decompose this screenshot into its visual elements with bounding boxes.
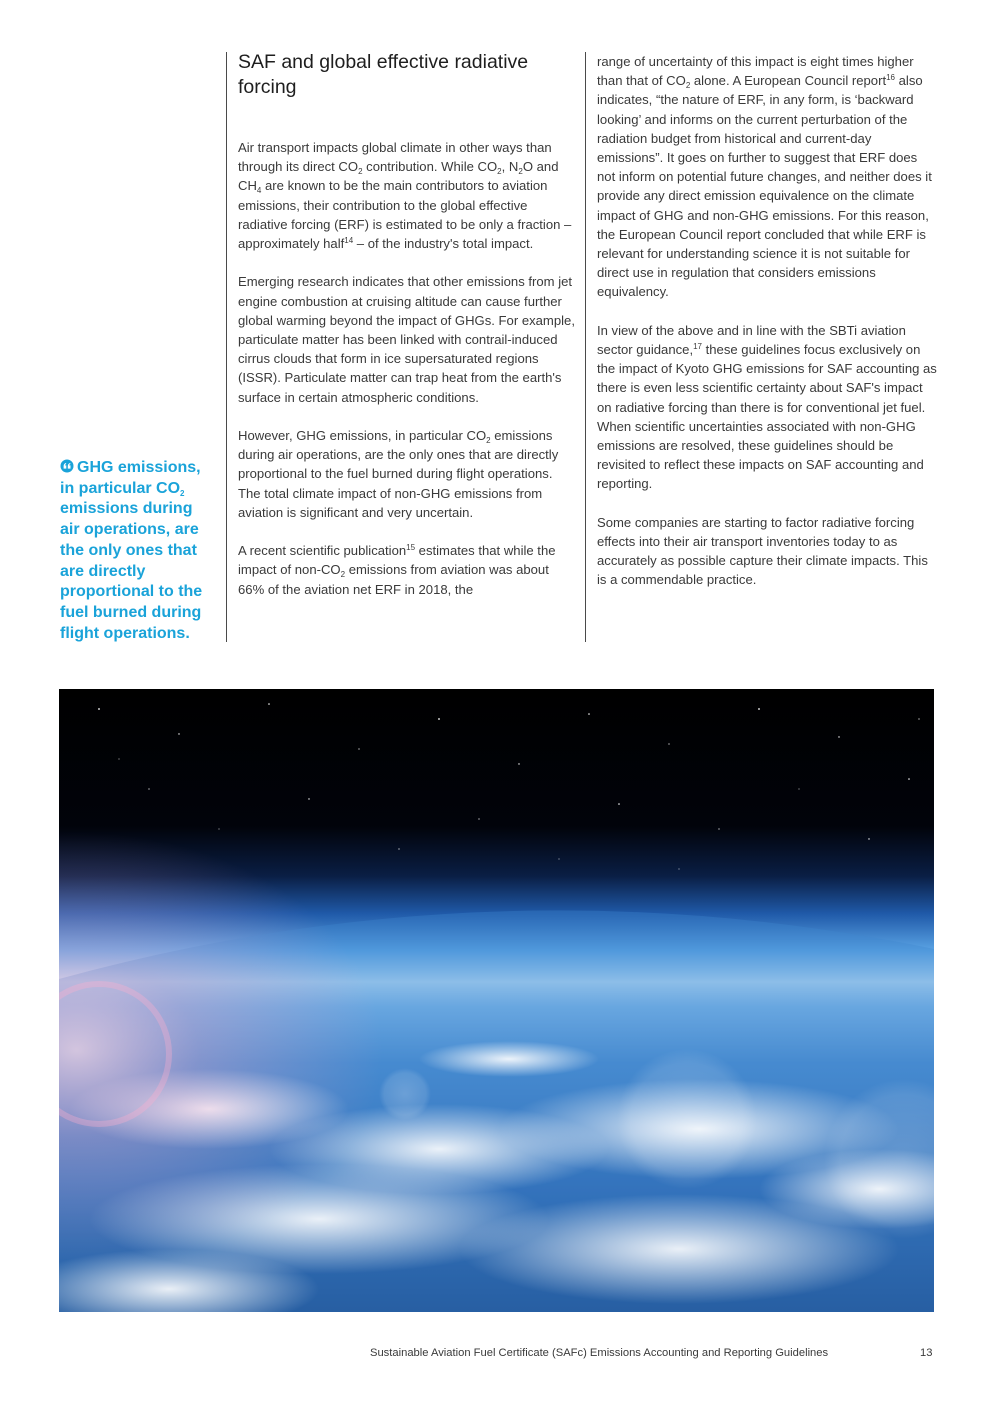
page-footer bbox=[370, 1347, 935, 1359]
pull-quote-text: GHG emissions, in particular $CO_2$ emissions during air operations, are the only ones that are directly proportional to the fuel burned during flight operations. bbox=[60, 459, 203, 642]
paragraph: A recent scientific publication$^{15}$ estimates that while the impact of non-$CO_2$ emissions from aviation was about 66% of the aviation net ERF in 2018, the bbox=[238, 543, 556, 597]
column-divider-left bbox=[226, 52, 227, 642]
column-divider-right bbox=[585, 52, 586, 642]
body-column-2 bbox=[597, 52, 939, 609]
paragraph: Emerging research indicates that other emissions from jet engine combustion at cruising altitude can cause further global warming beyond the impact of GHGs. For example, particulate matter has been linked with contrail-induced cirrus clouds that form in ice supersaturated regions (ISSR). Particulate matter can trap heat from the earth's surface in certain atmospheric conditions. bbox=[238, 274, 575, 405]
footnote-ref: 15 bbox=[406, 543, 416, 553]
paragraph: However, GHG emissions, in particular $CO_2$ emissions during air operations, are the only ones that are directly proportional to the fuel burned during flight operations. The total climate impact of non-GHG emissions from aviation is significant and very uncertain. bbox=[238, 428, 559, 520]
earth-from-space-image bbox=[59, 689, 934, 1312]
body-column-1 bbox=[238, 50, 578, 618]
paragraph: Air transport impacts global climate in other ways than through its direct $CO_2$ contribution. While $CO_2$, $N_2O$ and $CH_4$ are known to be the main contributors to aviation emissions, their contribution to the global effective radiative forcing (ERF) is estimated to be only a fraction – approximately half$^{14}$ – of the industry's total impact. bbox=[238, 140, 572, 252]
footnote-ref: 17 bbox=[693, 342, 702, 352]
section-heading: SAF and global effective radiative forcing bbox=[238, 51, 529, 98]
page-number: 13 bbox=[920, 1347, 933, 1359]
footer-title: Sustainable Aviation Fuel Certificate (SAFc) Emissions Accounting and Reporting Guidelines bbox=[370, 1347, 829, 1359]
paragraph: In view of the above and in line with the SBTi aviation sector guidance,$^{17}$ these guidelines focus exclusively on the impact of Kyoto GHG emissions for SAF accounting as there is even less scientific certainty about SAF's impact on radiative forcing than there is for conventional jet fuel. When scientific uncertainties associated with non-GHG emissions are resolved, these guidelines should be revisited to reflect these impacts on SAF accounting and reporting. bbox=[597, 322, 937, 492]
footnote-ref: 16 bbox=[886, 73, 895, 83]
paragraph: Some companies are starting to factor radiative forcing effects into their air transport inventories today to as accurately as possible capture their climate impacts. This is a commendable practice. bbox=[597, 514, 928, 588]
quote-icon bbox=[60, 459, 74, 473]
footnote-ref: 14 bbox=[344, 236, 354, 246]
paragraph: range of uncertainty of this impact is eight times higher than that of $CO_2$ alone. A European Council report$^{16}$ also indicates, “the nature of ERF, in any form, is ‘backward looking’ and informs on the current perturbation of the radiation budget from historical and current-day emissions”. It goes on further to suggest that ERF does not inform on potential future changes, and neither does it provide any direct emission equivalence on the climate impact of GHG and non-GHG emissions. For this reason, the European Council report concluded that while ERF is relevant for understanding science it is not suitable for direct use in regulation that considers emissions equivalency. bbox=[597, 54, 932, 300]
pull-quote bbox=[60, 458, 212, 644]
